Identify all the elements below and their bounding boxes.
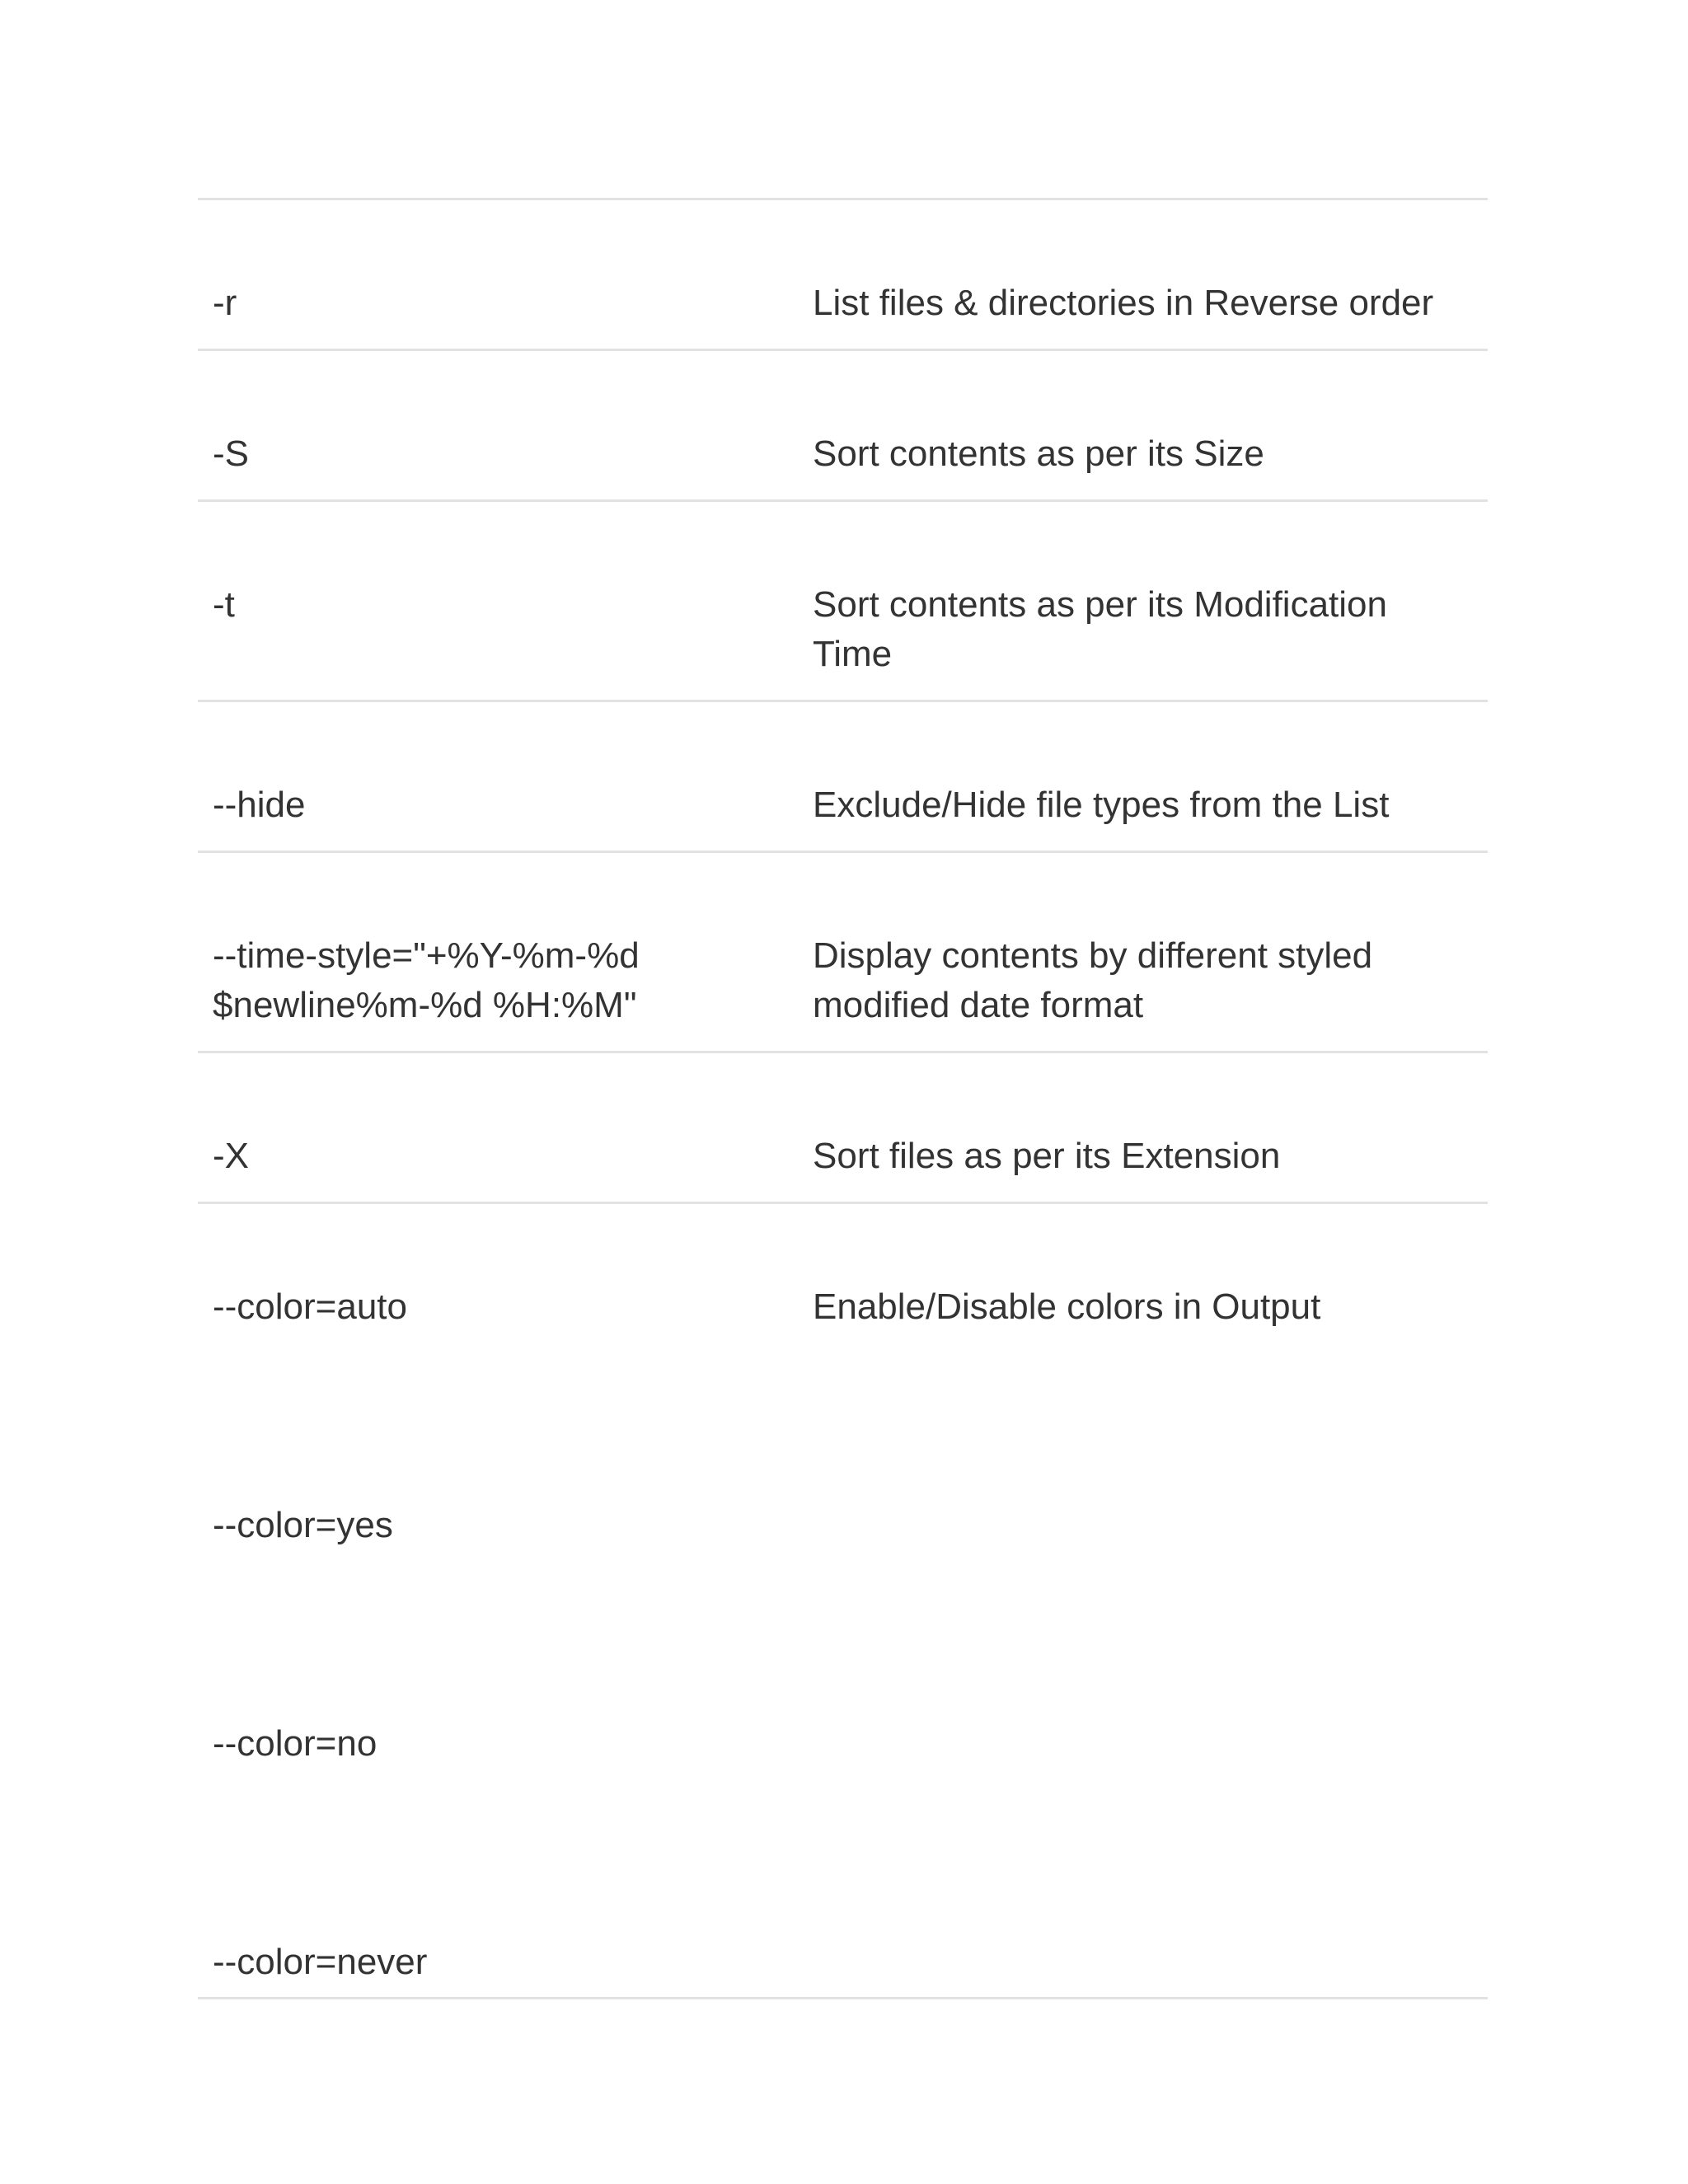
flag-text: --time-style="+%Y-%m-%d — [213, 935, 640, 976]
flag-text: -t — [213, 584, 235, 625]
option-description: Display contents by different styled modified date format — [813, 935, 1373, 1025]
ls-options-table — [198, 198, 1488, 1999]
table-row — [198, 502, 1488, 702]
flag-text: --hide — [213, 785, 306, 825]
table-row — [198, 351, 1488, 502]
flag-text: --color=yes — [213, 1505, 393, 1545]
option-description: Sort files as per its Extension — [813, 1136, 1281, 1176]
option-flag — [198, 429, 813, 479]
table-row — [198, 1204, 1488, 1999]
table-row — [198, 702, 1488, 853]
option-description: Sort contents as per its Size — [813, 434, 1264, 474]
flag-text: -X — [213, 1136, 249, 1176]
flag-text: --color=never — [213, 1942, 428, 1982]
flag-text: --color=auto — [213, 1286, 408, 1327]
option-flag — [198, 1282, 813, 1987]
table-row — [198, 853, 1488, 1053]
table-row — [198, 200, 1488, 351]
flag-text: --color=no — [213, 1723, 377, 1764]
option-flag — [198, 780, 813, 830]
option-description: Exclude/Hide file types from the List — [813, 785, 1390, 825]
table-row — [198, 1053, 1488, 1204]
flag-text: -r — [213, 283, 237, 323]
option-flag — [198, 580, 813, 679]
option-flag — [198, 279, 813, 328]
option-description: Sort contents as per its Modification Time — [813, 584, 1387, 674]
flag-text: -S — [213, 434, 249, 474]
option-flag — [198, 1132, 813, 1181]
option-description: List files & directories in Reverse order — [813, 283, 1434, 323]
option-flag — [198, 931, 813, 1030]
flag-text: $newline%m-%d %H:%M" — [213, 985, 637, 1025]
option-description: Enable/Disable colors in Output — [813, 1286, 1321, 1327]
